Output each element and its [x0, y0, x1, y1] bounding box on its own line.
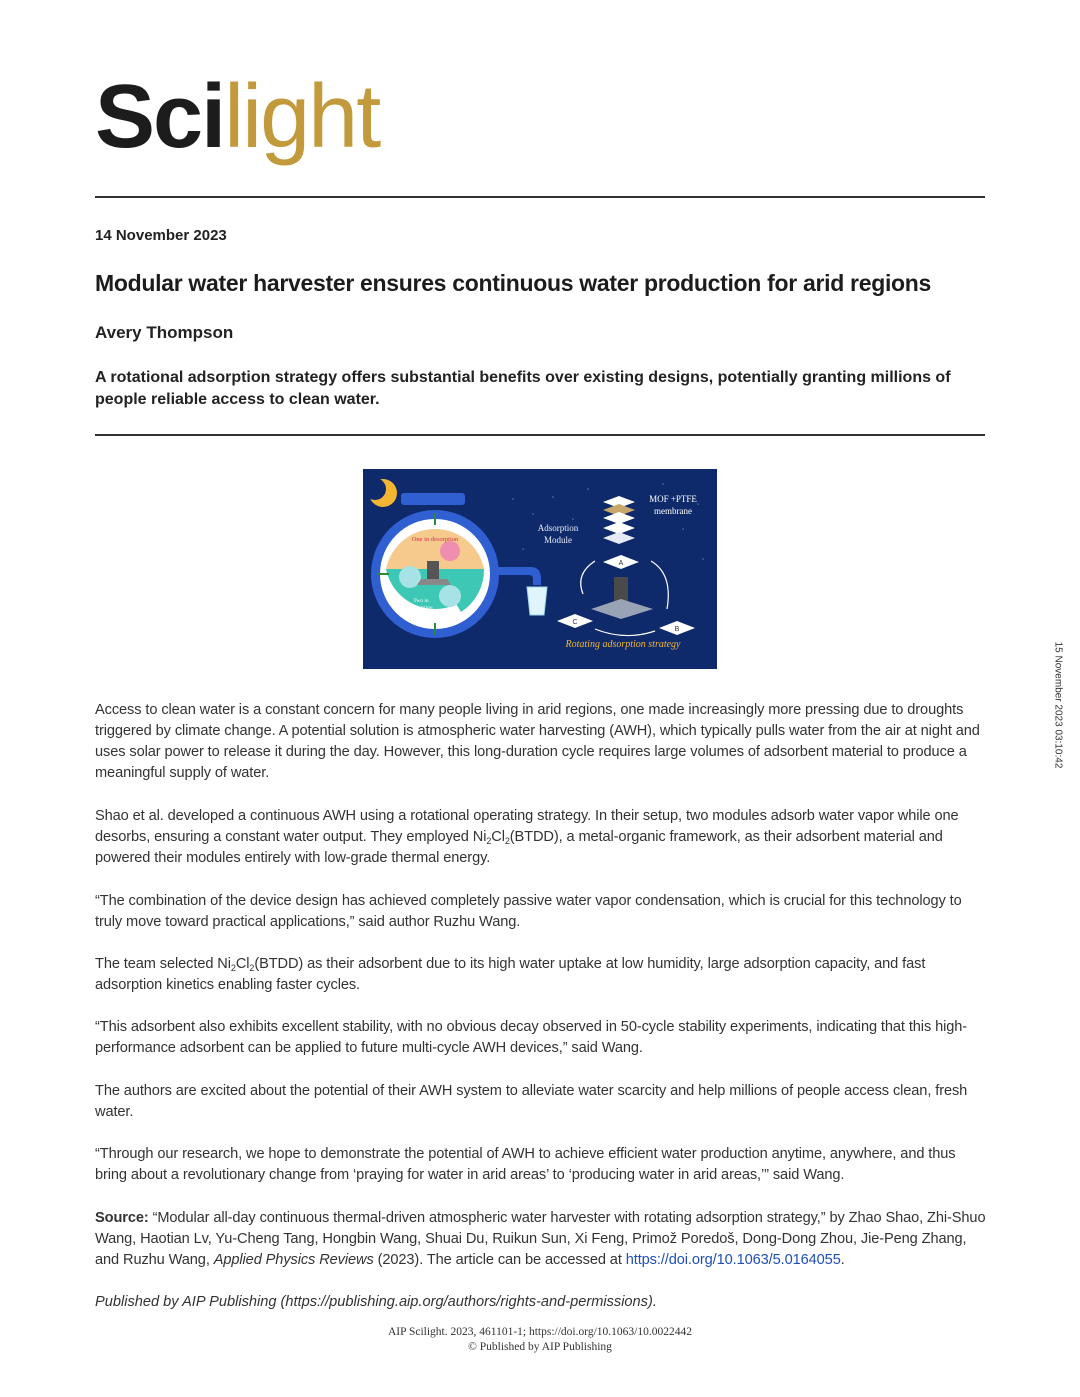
- label-adsorption: adsorption: [409, 605, 433, 611]
- source-citation: Source: “Modular all-day continuous thermal-driven atmospheric water harvester with rotating adsorption strategy,” by Zhao Shao, Zhi-Shuo Wang, Haotian Lv, Yu-Cheng Tang, Hongbin Wang, Shuai Du, Ruikun Sun, Xi Feng, Primož Poredoš, Dong-Dong Zhou, Jie-Peng Zhang, and Ruzhu Wang, Applied Physics Reviews (2023). The article can be accessed at https://doi.org/10.1063/5.0164055.: [95, 1210, 986, 1268]
- paragraph-7-quote: “Through our research, we hope to demonstrate the potential of AWH to achieve efficient water production anytime, anywhere, and thus bring about a revolutionary change from ‘praying for water in arid areas’ to ‘producing water in arid areas,’” said Wang.: [95, 1146, 956, 1183]
- journal-name: Applied Physics Reviews: [213, 1252, 374, 1268]
- center-module: [427, 561, 439, 579]
- timestamp-text: 15 November 2023 03:10:42: [1052, 641, 1064, 769]
- article-title: Modular water harvester ensures continuous water production for arid regions: [95, 270, 932, 296]
- label-mof-ptfe: MOF +PTFE: [649, 494, 697, 504]
- paragraph-5-quote: “This adsorbent also exhibits excellent stability, with no obvious decay observed in 50-cycle stability experiments, indicating that this high-performance adsorbent can be applied to future multi-cycle AWH devices,” said Wang.: [95, 1019, 968, 1056]
- source-label: Source:: [95, 1210, 149, 1226]
- footer-citation: AIP Scilight. 2023, 461101-1; https://doi.org/10.1063/10.0022442: [387, 1326, 692, 1338]
- module-desorbing: [440, 541, 460, 561]
- label-adsorption-module: Adsorption: [537, 523, 579, 533]
- paragraph-3-quote: “The combination of the device design has achieved completely passive water vapor condensation, which is crucial for this technology to truly move toward practical applications,” said author Ruzhu Wang.: [95, 893, 962, 930]
- label-module: Module: [544, 535, 572, 545]
- label-membrane: membrane: [654, 506, 692, 516]
- paragraph-1: Access to clean water is a constant concern for many people living in arid regions, one made increasingly more pressing due to droughts triggered by climate change. A potential solution is atmospheric water harvesting (AWH), which typically pulls water from the air at night and uses solar power to release it during the day. However, this long-duration cycle requires large volumes of adsorbent material to produce a meaningful supply of water.: [95, 702, 980, 781]
- summary-divider: [95, 434, 985, 436]
- article-date: 14 November 2023: [95, 227, 227, 244]
- paragraph-2: Shao et al. developed a continuous AWH using a rotational operating strategy. In their setup, two modules adsorb water vapor while one desorbs, ensuring a constant water output. They employed $Ni_2Cl_2(BTDD)$, a metal-organic framework, as their adsorbent material and powered their modules entirely with low-grade thermal energy.: [95, 808, 959, 866]
- doi-link[interactable]: https://doi.org/10.1063/5.0164055: [625, 1252, 841, 1268]
- label-one-desorption: One in desorption: [411, 536, 459, 543]
- figure-caption: Rotating adsorption strategy: [565, 639, 681, 650]
- label-a: A: [618, 560, 624, 567]
- figure-rotating-adsorption: [363, 469, 717, 669]
- logo-sci: Sci: [95, 67, 225, 167]
- module-adsorbing-2: [439, 585, 461, 607]
- water-glass-icon: [527, 587, 547, 615]
- publisher-note: Published by AIP Publishing (https://publishing.aip.org/authors/rights-and-permissions).: [95, 1294, 657, 1310]
- scilight-logo: [95, 67, 380, 167]
- label-b: B: [674, 626, 680, 633]
- logo-light: light: [224, 67, 380, 167]
- paragraph-4: The team selected $Ni_2Cl_2(BTDD)$ as their adsorbent due to its high water uptake at low humidity, large adsorption capacity, and fast adsorption kinetics enabling faster cycles.: [95, 956, 926, 993]
- label-two-in: Two in: [413, 598, 429, 604]
- article-author: Avery Thompson: [95, 323, 234, 342]
- vessel-neck: [401, 493, 465, 505]
- top-divider: [95, 196, 985, 198]
- article-summary: A rotational adsorption strategy offers substantial benefits over existing designs, potentially granting millions of people reliable access to clean water.: [95, 369, 951, 408]
- paragraph-6: The authors are excited about the potential of their AWH system to alleviate water scarcity and help millions of people access clean, fresh water.: [95, 1083, 968, 1120]
- label-c: C: [572, 619, 578, 626]
- download-timestamp: [1048, 635, 1068, 775]
- footer-copyright: © Published by AIP Publishing: [468, 1341, 612, 1353]
